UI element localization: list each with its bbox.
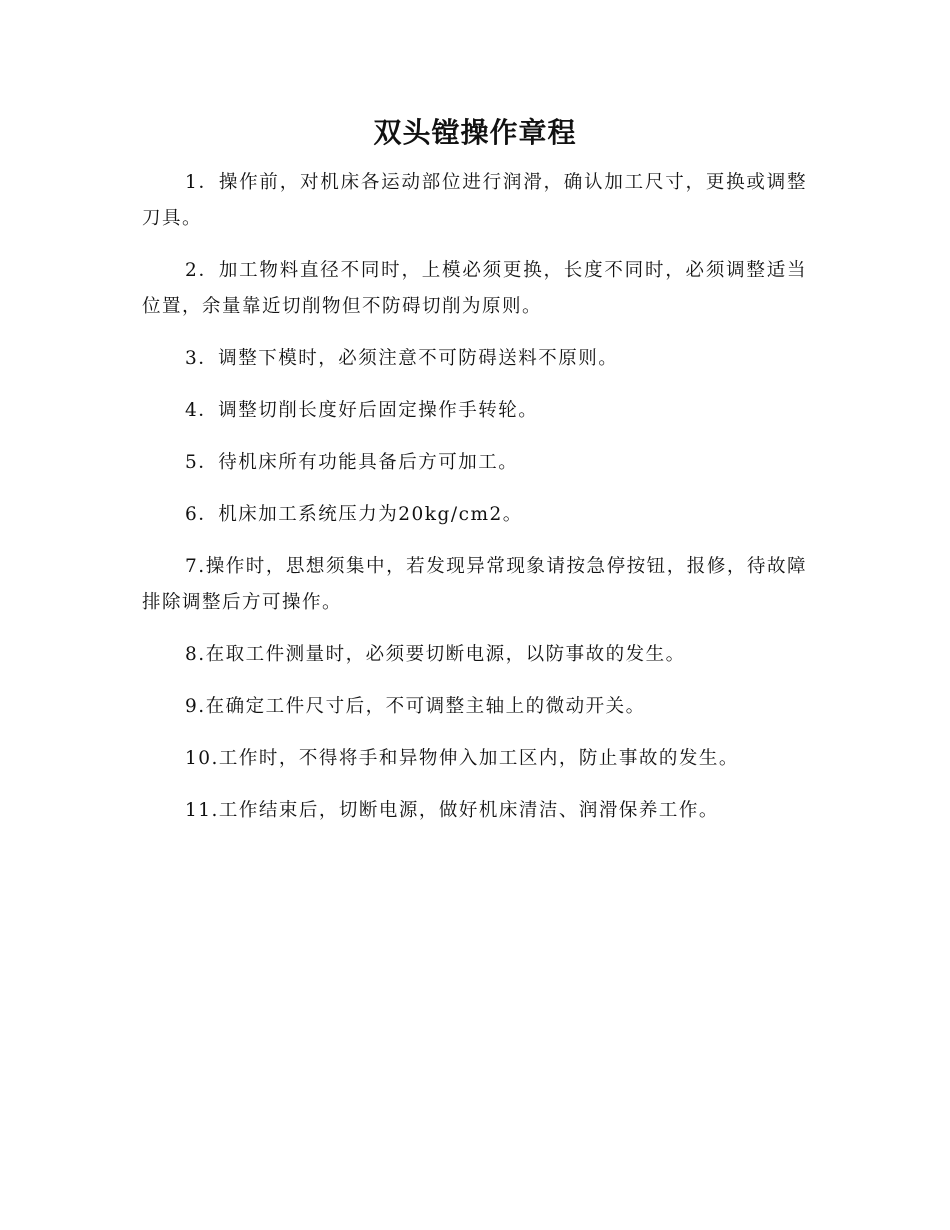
document-body xyxy=(142,165,807,845)
paragraph-item-2: 2．加工物料直径不同时，上模必须更换，长度不同时，必须调整适当位置，余量靠近切削物但不防碍切削为原则。 xyxy=(142,260,807,317)
paragraph-item-11: 11.工作结束后，切断电源，做好机床清洁、润滑保养工作。 xyxy=(185,800,719,821)
paragraph-item-8: 8.在取工件测量时，必须要切断电源，以防事故的发生。 xyxy=(185,644,686,665)
paragraph-item-10: 10.工作时，不得将手和异物伸入加工区内，防止事故的发生。 xyxy=(185,748,739,769)
paragraph-item-1: 1．操作前，对机床各运动部位进行润滑，确认加工尺寸，更换或调整刀具。 xyxy=(142,172,807,229)
paragraph-item-5: 5．待机床所有功能具备后方可加工。 xyxy=(185,452,519,473)
paragraph-item-9: 9.在确定工件尺寸后，不可调整主轴上的微动开关。 xyxy=(185,696,646,717)
paragraph-item-7: 7.操作时，思想须集中，若发现异常现象请按急停按钮，报修，待故障排除调整后方可操作。 xyxy=(142,556,807,613)
paragraph-item-4: 4．调整切削长度好后固定操作手转轮。 xyxy=(185,400,539,421)
paragraph-item-3: 3．调整下模时，必须注意不可防碍送料不原则。 xyxy=(185,348,619,369)
paragraph-item-6: 6．机床加工系统压力为20kg/cm2。 xyxy=(185,504,523,525)
document-title: 双头镗操作章程 xyxy=(373,116,577,149)
